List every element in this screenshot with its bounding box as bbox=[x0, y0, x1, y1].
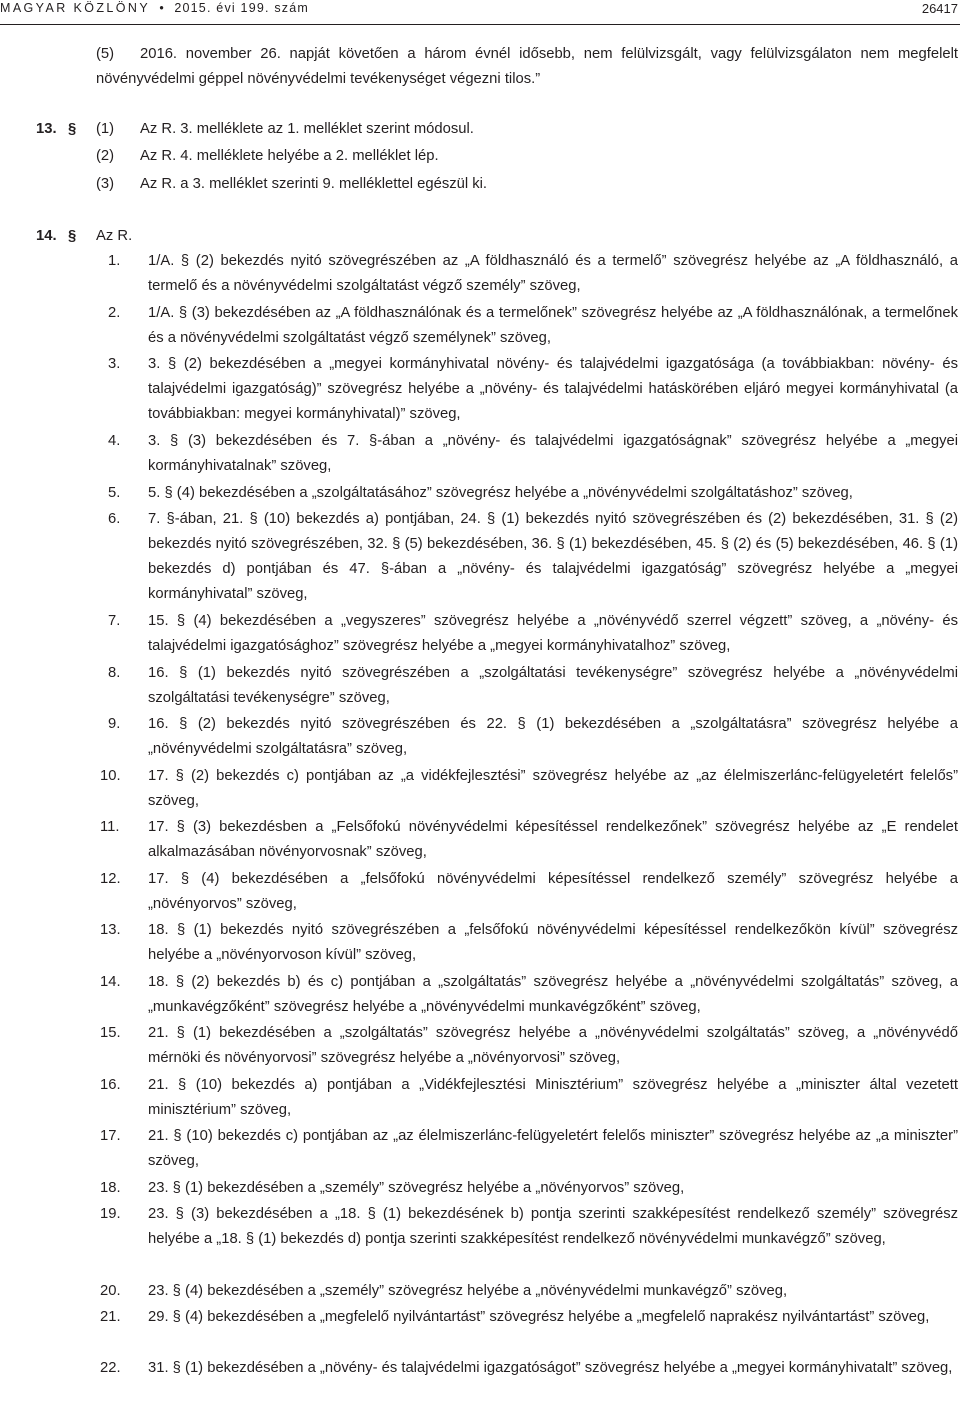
publication-name: MAGYAR KÖZLÖNY bbox=[0, 1, 151, 15]
section-14-sign: § bbox=[68, 228, 77, 244]
item-number: 13. bbox=[100, 922, 121, 938]
s13-item-text: Az R. 3. melléklete az 1. melléklet szerint módosul. bbox=[140, 121, 474, 137]
list-item: 18. § (1) bekezdés nyitó szövegrészében a „felsőfokú növényvédelmi képesítéssel rendelkezőkön kívül” szövegrész helyébe a „növényorvoson kívül” szöveg, bbox=[148, 922, 958, 963]
item-number: 14. bbox=[100, 974, 121, 990]
header-left: MAGYAR KÖZLÖNY • 2015. évi 199. szám bbox=[0, 1, 310, 15]
item-number: 16. bbox=[100, 1077, 121, 1093]
item-number: 12. bbox=[100, 871, 121, 887]
item-number: 18. bbox=[100, 1180, 121, 1196]
intro-label: (5) bbox=[96, 46, 115, 62]
s13-item-text: Az R. a 3. melléklet szerinti 9. melléklettel egészül ki. bbox=[140, 176, 488, 192]
list-item: 23. § (4) bekezdésében a „személy” szövegrész helyébe a „növényvédelmi munkavégző” szöveg, bbox=[148, 1283, 788, 1299]
list-item: 29. § (4) bekezdésében a „megfelelő nyilvántartást” szövegrész helyébe a „megfelelő naprakész nyilvántartást” szöveg, bbox=[148, 1309, 930, 1325]
section-14-number: 14. bbox=[36, 228, 57, 244]
section-13-number: 13. bbox=[36, 121, 57, 137]
item-number: 8. bbox=[108, 665, 121, 681]
page-header bbox=[0, 0, 960, 25]
list-item: 23. § (1) bekezdésében a „személy” szövegrész helyébe a „növényorvos” szöveg, bbox=[148, 1180, 685, 1196]
intro-paragraph: 2016. november 26. napját követően a három évnél idősebb, nem felülvizsgált, vagy felülvizsgálaton nem megfelelt növényvédelmi géppel növényvédelmi tevékenységet végezni tilos.” bbox=[96, 46, 958, 87]
list-item: 21. § (10) bekezdés c) pontjában az „az élelmiszerlánc-felügyeletért felelős miniszter” szövegrész helyébe az „a miniszter” szöveg, bbox=[148, 1128, 958, 1169]
list-item: 17. § (4) bekezdésében a „felsőfokú növényvédelmi képesítéssel rendelkező személy” szövegrész helyébe a „növényorvos” szöveg, bbox=[148, 871, 958, 912]
item-number: 9. bbox=[108, 716, 121, 732]
item-number: 5. bbox=[108, 485, 121, 501]
page-number: 26417 bbox=[921, 1, 958, 16]
list-item: 16. § (2) bekezdés nyitó szövegrészében és 22. § (1) bekezdésében a „szolgáltatásra” szövegrész helyébe a „növényvédelmi szolgáltatásra” szöveg, bbox=[148, 716, 958, 757]
list-item: 3. § (3) bekezdésében és 7. §-ában a „növény- és talajvédelmi igazgatóságnak” szövegrész helyébe a „megyei kormányhivatalnak” szöveg, bbox=[148, 433, 958, 474]
list-item: 16. § (1) bekezdés nyitó szövegrészében a „szolgáltatási tevékenységre” szövegrész helyébe a „növényvédelmi szolgáltatási tevékenységre” szöveg, bbox=[148, 665, 958, 706]
list-item: 17. § (3) bekezdésben a „Felsőfokú növényvédelmi képesítéssel rendelkezőnek” szövegrész helyébe az „E rendelet alkalmazásában növényorvosnak” szöveg, bbox=[148, 819, 958, 860]
list-item: 17. § (2) bekezdés c) pontjában az „a vidékfejlesztési” szövegrész helyébe az „az élelmiszerlánc-felügyeletért felelős” szöveg, bbox=[148, 768, 958, 809]
list-item: 7. §-ában, 21. § (10) bekezdés a) pontjában, 24. § (1) bekezdés nyitó szövegrészében és (2) bekezdésében, 31. § (2) bekezdés nyitó szövegrészében, 32. § (5) bekezdésében, 36. § (1) bekezdésében, 45. § (2) és (5) bekezdésében, 46. § (1) bekezdés d) pontjában és 47. §-ában a „növény- és talajvédelmi igazgatóság” szövegrész helyébe a „megyei kormányhivatal” szöveg, bbox=[148, 511, 958, 602]
section-13-sign: § bbox=[68, 121, 77, 137]
item-number: 11. bbox=[100, 819, 120, 835]
item-number: 3. bbox=[108, 356, 121, 372]
item-number: 6. bbox=[108, 511, 121, 527]
item-number: 1. bbox=[108, 253, 121, 269]
s13-item-label: (3) bbox=[96, 176, 115, 192]
list-item: 15. § (4) bekezdésében a „vegyszeres” szövegrész helyébe a „növényvédő szerrel végzett” szöveg, a „növény- és talajvédelmi igazgatósághoz” szövegrész helyébe a „megyei kormányhivatalhoz” szöveg, bbox=[148, 613, 958, 654]
list-item: 3. § (2) bekezdésében a „megyei kormányhivatal növény- és talajvédelmi igazgatósága (a továbbiakban: növény- és talajvédelmi igazgatóság)” szövegrész helyébe a „növény- és talajvédelmi hatáskörében eljáró megyei kormányhivatal (a továbbiakban: megyei kormányhivatal)” szöveg, bbox=[148, 356, 958, 422]
list-item: 23. § (3) bekezdésében a „18. § (1) bekezdésének b) pontja szerinti szakképesítést rendelkező személy” szövegrész helyébe a „18. § (1) bekezdés d) pontja szerinti szakképesítést rendelkező növényvédelmi munkavégző” szöveg, bbox=[148, 1206, 958, 1247]
list-item: 21. § (1) bekezdésében a „szolgáltatás” szövegrész helyébe a „növényvédelmi szolgáltatás” szöveg, a „növényvédő mérnöki és növényorvosi” szövegrész helyébe a „növényorvosi” szöveg, bbox=[148, 1025, 958, 1066]
item-number: 7. bbox=[108, 613, 121, 629]
item-number: 10. bbox=[100, 768, 121, 784]
s13-item-label: (2) bbox=[96, 148, 115, 164]
s13-item-label: (1) bbox=[96, 121, 115, 137]
section-14-intro: Az R. bbox=[96, 228, 133, 244]
item-number: 15. bbox=[100, 1025, 121, 1041]
item-number: 22. bbox=[100, 1360, 121, 1376]
item-number: 4. bbox=[108, 433, 121, 449]
list-item: 5. § (4) bekezdésében a „szolgáltatásához” szövegrész helyébe a „növényvédelmi szolgáltatáshoz” szöveg, bbox=[148, 485, 853, 501]
item-number: 17. bbox=[100, 1128, 121, 1144]
item-number: 20. bbox=[100, 1283, 121, 1299]
item-number: 2. bbox=[108, 305, 121, 321]
issue-number: 2015. évi 199. szám bbox=[174, 1, 310, 15]
list-item: 18. § (2) bekezdés b) és c) pontjában a „szolgáltatás” szövegrész helyébe a „növényvédelmi szolgáltatás” szöveg, a „munkavégzőként” szövegrész helyébe a „növényvédelmi munkavégzőként” szöveg, bbox=[148, 974, 958, 1015]
list-item: 21. § (10) bekezdés a) pontjában a „Vidékfejlesztési Minisztérium” szövegrész helyébe a „miniszter által vezetett minisztérium” szöveg, bbox=[148, 1077, 958, 1118]
list-item: 31. § (1) bekezdésében a „növény- és talajvédelmi igazgatóságot” szövegrész helyébe a „megyei kormányhivatalt” szöveg, bbox=[148, 1360, 953, 1376]
list-item: 1/A. § (3) bekezdésében az „A földhasználónak és a termelőnek” szövegrész helyébe az „A földhasználónak, a termelőnek és a növényvédelmi szolgáltatást végző személynek” szöveg, bbox=[148, 305, 958, 346]
s13-item-text: Az R. 4. melléklete helyébe a 2. melléklet lép. bbox=[140, 148, 439, 164]
item-number: 19. bbox=[100, 1206, 121, 1222]
list-item: 1/A. § (2) bekezdés nyitó szövegrészében az „A földhasználó és a termelő” szövegrész helyébe az „A földhasználó, a termelő és a növényvédelmi szolgáltatást végző személy” szöveg, bbox=[148, 253, 958, 294]
item-number: 21. bbox=[100, 1309, 121, 1325]
